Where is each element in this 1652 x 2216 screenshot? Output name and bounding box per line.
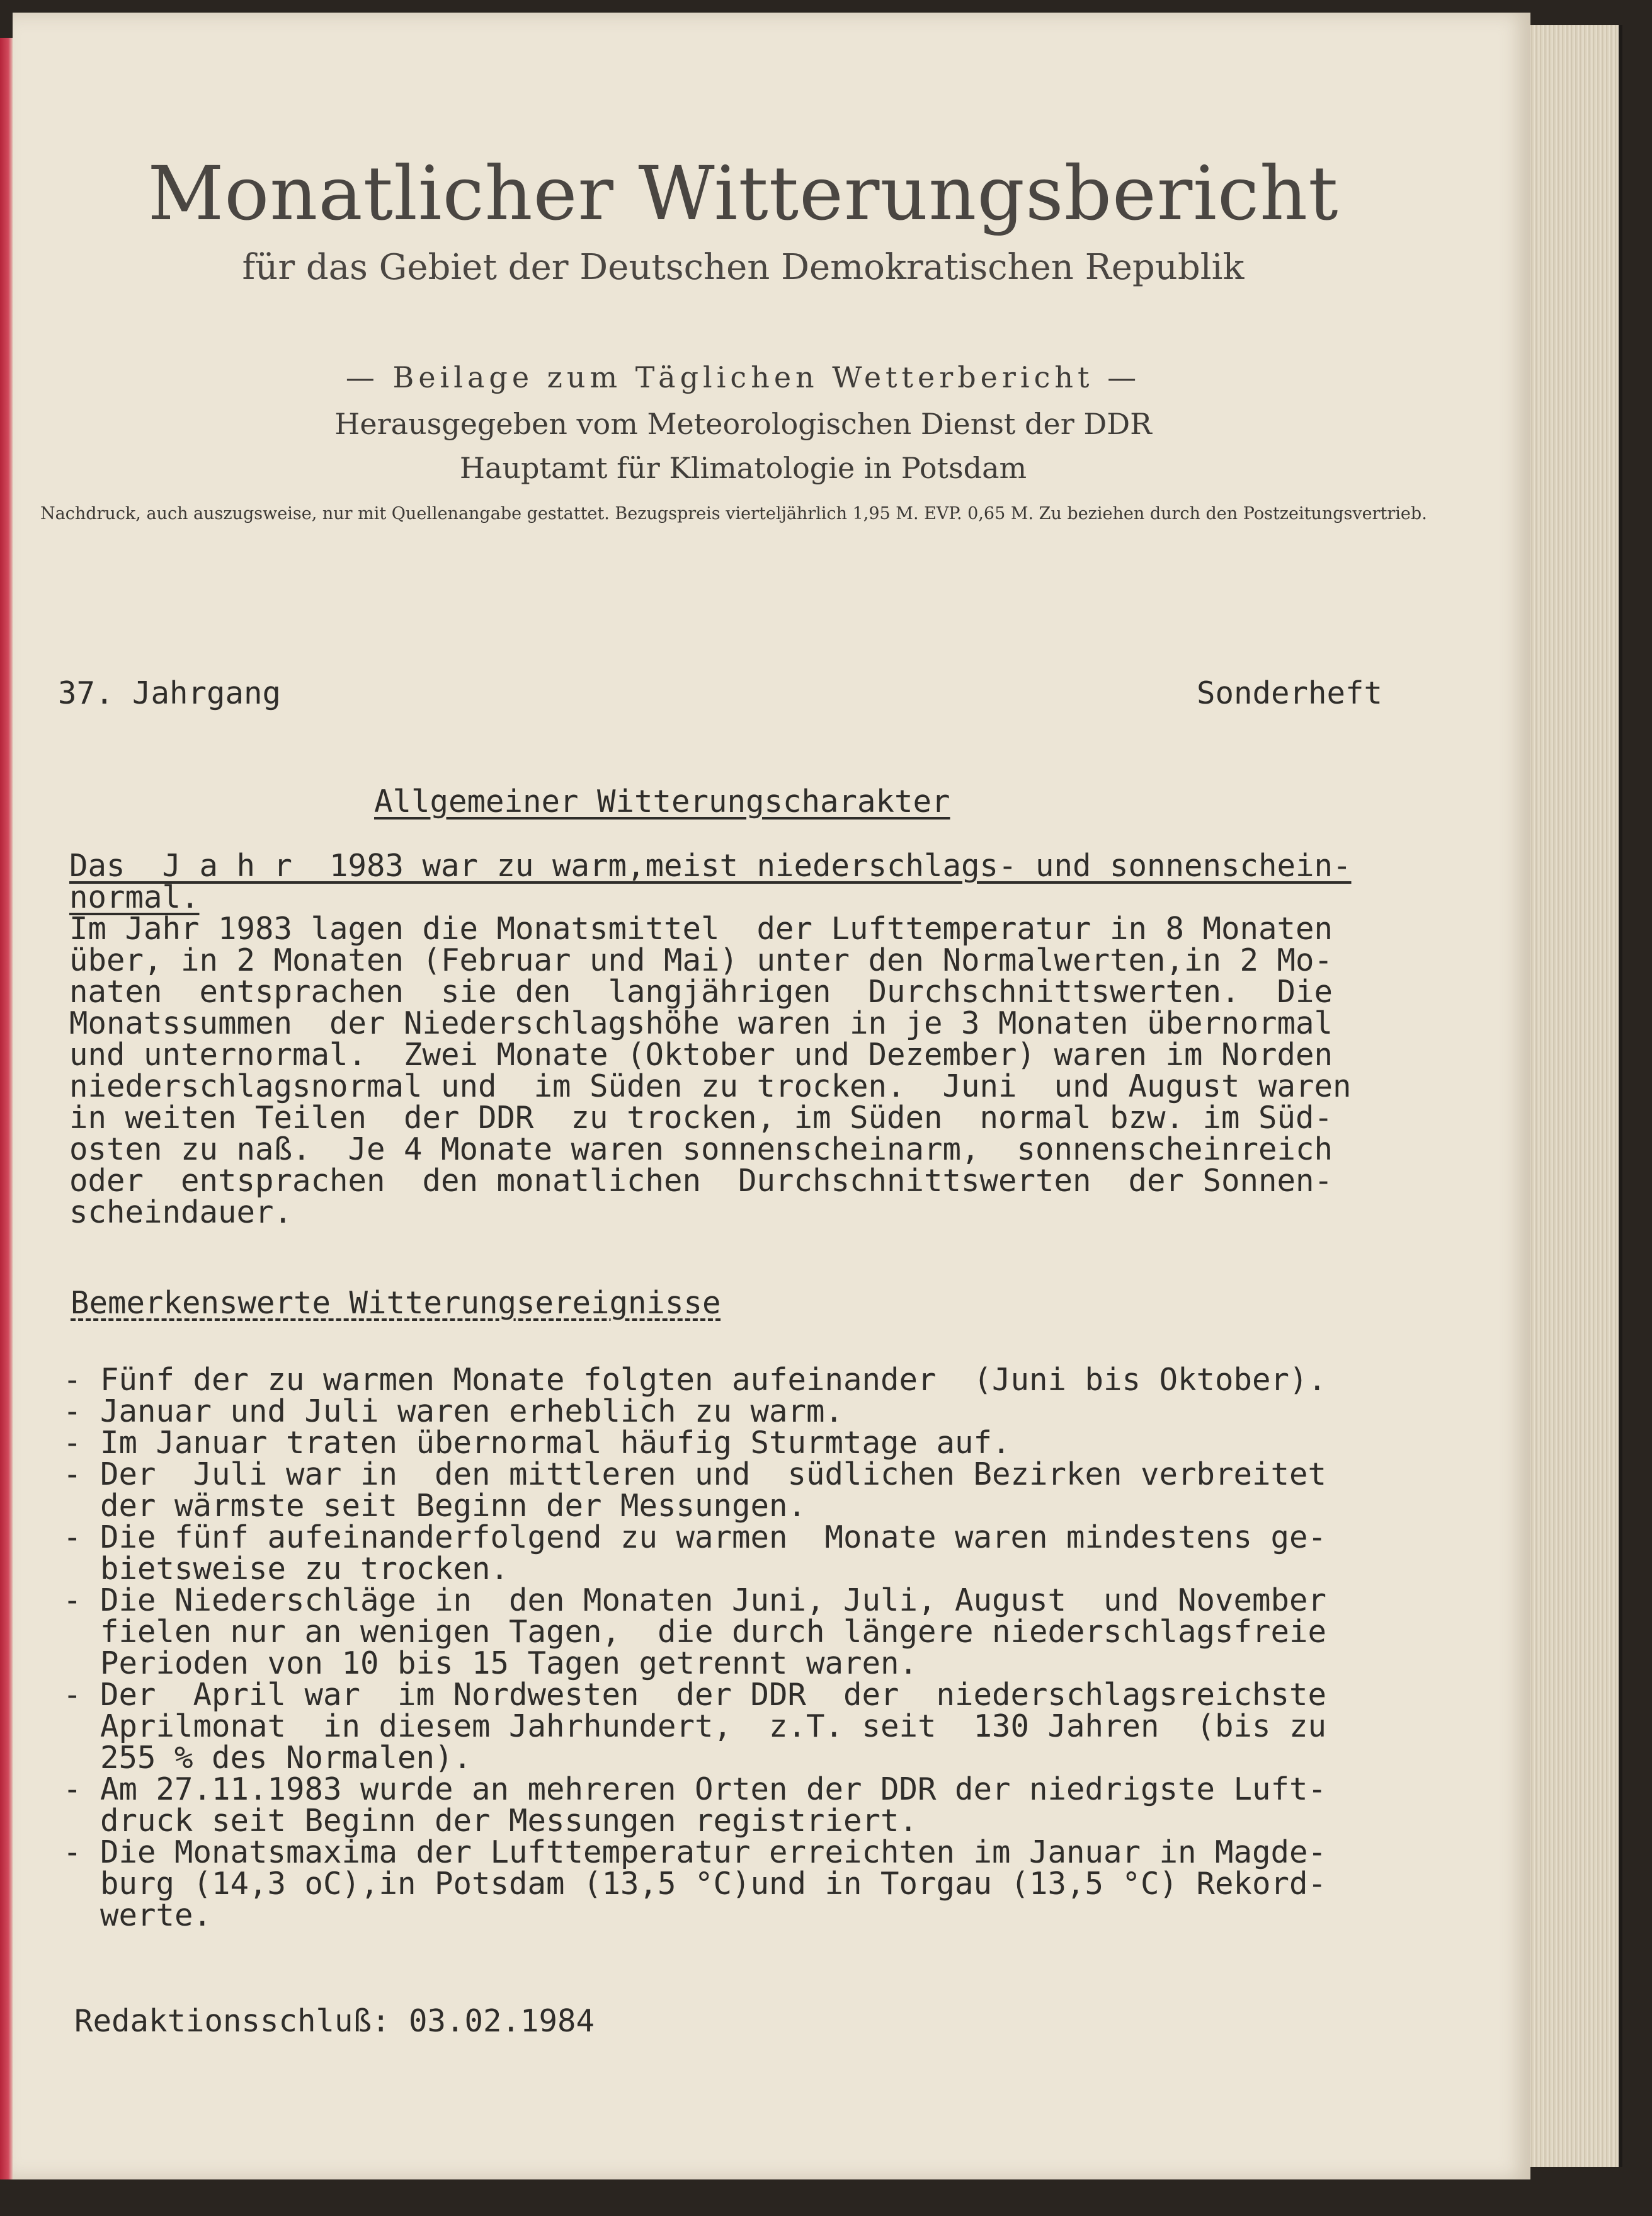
general-lead: Das J a h r 1983 war zu warm,meist niederschlags- und sonnenschein- normal. (69, 848, 1352, 915)
copyright-notice: Nachdruck, auch auszugsweise, nur mit Quellenangabe gestattet. Bezugspreis vierteljährlich 1,95 M. EVP. 0,65 M. Zu beziehen durch den Postzeitungsvertrieb. (40, 504, 1427, 523)
general-section-title: Allgemeiner Witterungscharakter (374, 784, 950, 820)
supplement-line: — Beilage zum Täglichen Wetterbericht — (345, 360, 1141, 394)
page-stack-edge (1524, 25, 1622, 2167)
book-spine-edge (0, 38, 14, 2179)
publisher-line: Herausgegeben vom Meteorologischen Dienst der DDR (334, 407, 1152, 441)
issue-label: Sonderheft (1197, 675, 1383, 711)
report-subtitle: für das Gebiet der Deutschen Demokratischen Republik (242, 247, 1245, 288)
editorial-deadline: Redaktionsschluß: 03.02.1984 (74, 2003, 595, 2039)
volume-label: 37. Jahrgang (58, 675, 282, 711)
general-body: Im Jahr 1983 lagen die Monatsmittel der Lufttemperatur in 8 Monaten über, in 2 Monaten (Februar und Mai) unter den Normalwerten,in 2 Mo- naten entsprachen sie den langjährigen Durchschnittswerten. Die Monatssummen der Niederschlagshöhe waren in je 3 Monaten übernormal und unternormal. Zwei Monate (Oktober und Dezember) waren im Norden niederschlagsnormal und im Süden zu trocken. Juni und August waren in weiten Teilen der DDR zu trocken, im Süden normal bzw. im Süd- osten zu naß. Je 4 Monate waren sonnenscheinarm, sonnenscheinreich oder entsprachen den monatlichen Durchschnittswerten der Sonnen- scheindauer. (69, 911, 1352, 1230)
events-section-title: Bemerkenswerte Witterungsereignisse (71, 1285, 721, 1321)
document-page (13, 13, 1530, 2179)
report-title: Monatlicher Witterungsbericht (147, 150, 1339, 237)
office-line: Hauptamt für Klimatologie in Potsdam (459, 451, 1027, 485)
events-list: - Fünf der zu warmen Monate folgten aufeinander (Juni bis Oktober). - Januar und Juli waren erheblich zu warm. - Im Januar traten übernormal häufig Sturmtage auf. - Der Juli war in den mittleren und südlichen Bezirken verbreitet der wärmste seit Beginn der Messungen. - Die fünf aufeinanderfolgend zu warmen Monate waren mindestens ge- bietsweise zu trocken. - Die Niederschläge in den Monaten Juni, Juli, August und November fielen nur an wenigen Tagen, die durch längere niederschlagsfreie Perioden von 10 bis 15 Tagen getrennt waren. - Der April war im Nordwesten der DDR der niederschlagsreichste Aprilmonat in diesem Jahrhundert, z.T. seit 130 Jahren (bis zu 255 % des Normalen). - Am 27.11.1983 wurde an mehreren Orten der DDR der niedrigste Luft- druck seit Beginn der Messungen registriert. - Die Monatsmaxima der Lufttemperatur erreichten im Januar in Magde- burg (14,3 oC),in Potsdam (13,5 °C)und in Torgau (13,5 °C) Rekord- werte. (63, 1362, 1327, 1933)
